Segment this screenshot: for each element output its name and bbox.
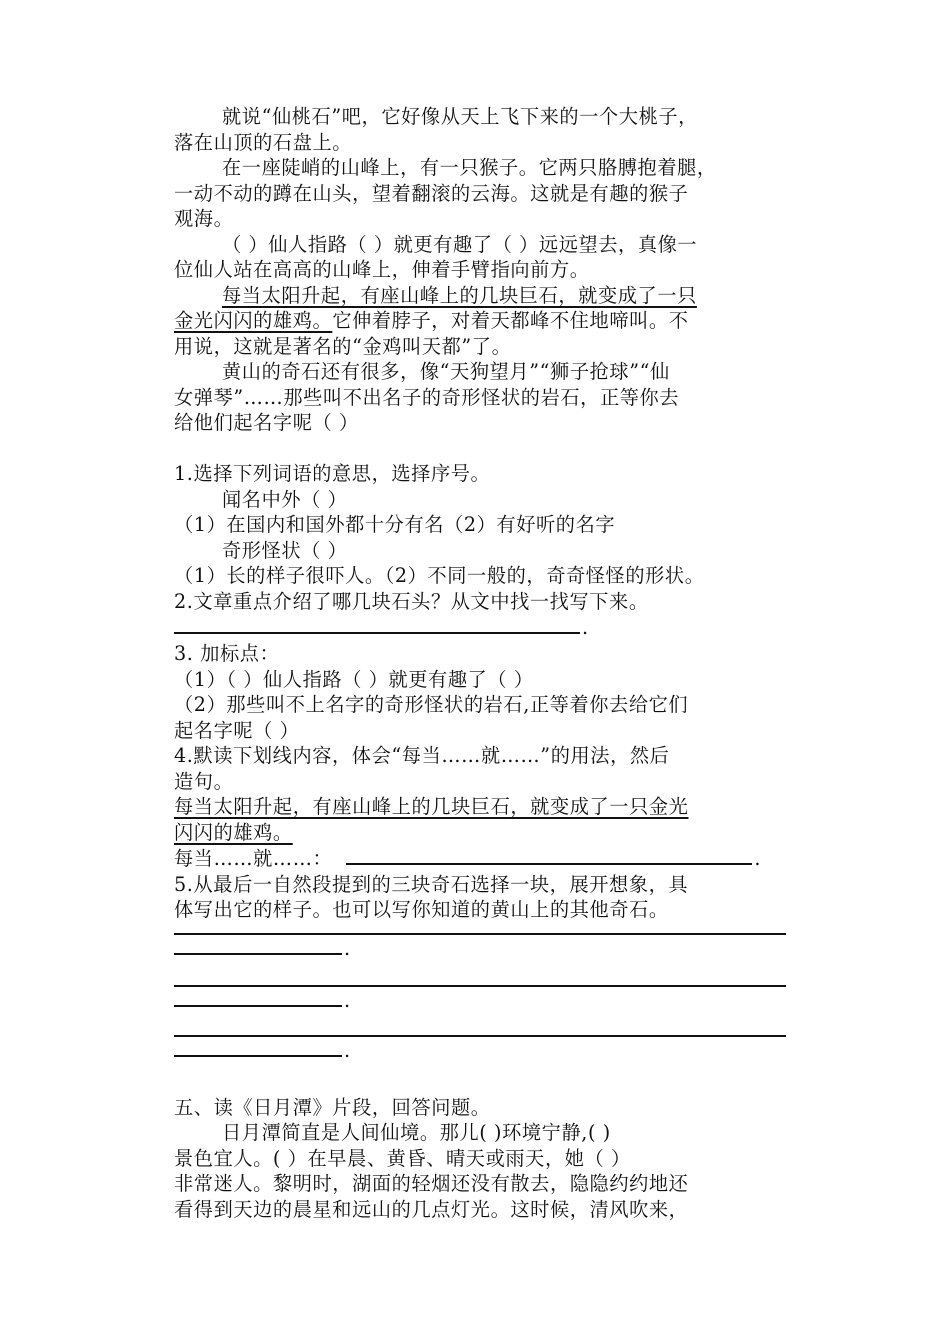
spacer	[174, 1063, 786, 1095]
sentence-prompt: 每当……就……：	[174, 847, 333, 870]
question-5-title: 5.从最后一自然段提到的三块奇石选择一块，展开想象，具	[174, 872, 689, 896]
question-1-title: 1.选择下列词语的意思，选择序号。	[174, 462, 491, 485]
spacer	[174, 961, 786, 985]
underlined-sentence: 每当太阳升起，有座山峰上的几块巨石，就变成了一只金光	[174, 795, 689, 818]
underlined-sentence: 闪闪的雄鸡。	[174, 820, 293, 844]
period: .	[344, 988, 351, 1012]
question-3-item: （1）（ ）仙人指路（ ）就更有趣了（ ）	[174, 667, 534, 691]
passage-line: 黄山的奇石还有很多，像“天狗望月”“狮子抢球”“仙	[222, 360, 670, 383]
sentence-prompt-row	[174, 845, 786, 872]
spacer	[174, 1013, 786, 1035]
spacer	[174, 436, 786, 462]
section-5-line: 日月潭简直是人间仙境。那儿( )环境宁静,( )	[222, 1121, 611, 1144]
writing-line-short[interactable]	[174, 1037, 342, 1057]
writing-line-short[interactable]	[174, 987, 342, 1007]
writing-line-short[interactable]	[174, 935, 342, 955]
writing-row	[174, 935, 786, 961]
passage-line: 一动不动的蹲在山头，望着翻滚的云海。这就是有趣的猴子	[174, 181, 689, 205]
passage-line: 用说，这就是著名的“金鸡叫天都”了。	[174, 334, 512, 358]
question-1-word: 闻名中外（ ）	[222, 487, 348, 511]
underlined-text: 每当太阳升起，有座山峰上的几块巨石，就变成了一只	[222, 283, 697, 307]
question-1-word: 奇形怪状（ ）	[222, 538, 348, 562]
underlined-sentence	[174, 283, 786, 309]
section-5-line: 景色宜人。( ）在早晨、黄昏、晴天或雨天，她（ ）	[174, 1146, 631, 1170]
writing-row	[174, 987, 786, 1013]
passage-line: 女弹琴”……那些叫不出名子的奇形怪状的岩石，正等你去	[174, 385, 680, 409]
question-3-item: 起名字呢（ ）	[174, 718, 300, 742]
question-4-title: 造句。	[174, 769, 234, 793]
passage-line: 位仙人站在高高的山峰上，伸着手臂指向前方。	[174, 258, 590, 281]
underlined-text: 金光闪闪的雄鸡。	[174, 309, 333, 332]
question-1-options: （1）长的样子很吓人。（2）不同一般的，奇奇怪怪的形状。	[174, 564, 705, 587]
passage-line: （ ）仙人指路（ ）就更有趣了（ ）远远望去，真像一	[222, 232, 698, 256]
period: .	[754, 847, 762, 870]
question-4-title: 4.默读下划线内容，体会“每当……就……”的用法，然后	[174, 744, 670, 767]
passage-line: 落在山顶的石盘上。	[174, 130, 353, 154]
section-5-heading: 五、读《日月潭》片段，回答问题。	[174, 1095, 491, 1119]
writing-row	[174, 1037, 786, 1063]
answer-blank-line[interactable]	[346, 845, 752, 865]
question-1-options: （1）在国内和国外都十分有名（2）有好听的名字	[174, 513, 616, 536]
passage-line: 在一座陡峭的山峰上，有一只猴子。它两只胳膊抱着腿，	[222, 156, 717, 179]
passage-line: 就说“仙桃石”吧，它好像从天上飞下来的一个大桃子，	[222, 105, 698, 128]
passage-line: 观海。	[174, 207, 234, 230]
answer-blank-line[interactable]	[174, 614, 580, 634]
period: .	[344, 936, 351, 960]
worksheet-page	[174, 104, 786, 1222]
passage-line	[174, 308, 786, 334]
section-5-line: 看得到天边的晨星和远山的几点灯光。这时候，清风吹来，	[174, 1197, 689, 1221]
period: .	[344, 1038, 351, 1062]
passage-text: 它伸着脖子，对着天都峰不住地啼叫。不	[332, 309, 689, 332]
answer-line-row	[174, 614, 786, 641]
passage-line: 给他们起名字呢（ ）	[174, 411, 359, 434]
question-3-item: （2）那些叫不上名字的奇形怪状的岩石,正等着你去给它们	[174, 693, 689, 716]
section-5-line: 非常迷人。黎明时，湖面的轻烟还没有散去，隐隐约约地还	[174, 1172, 689, 1195]
question-2-title: 2.文章重点介绍了哪几块石头？从文中找一找写下来。	[174, 589, 649, 613]
question-5-title: 体写出它的样子。也可以写你知道的黄山上的其他奇石。	[174, 898, 669, 921]
question-3-title: 3. 加标点：	[174, 642, 280, 665]
spacer	[174, 923, 786, 933]
period: .	[582, 616, 589, 639]
